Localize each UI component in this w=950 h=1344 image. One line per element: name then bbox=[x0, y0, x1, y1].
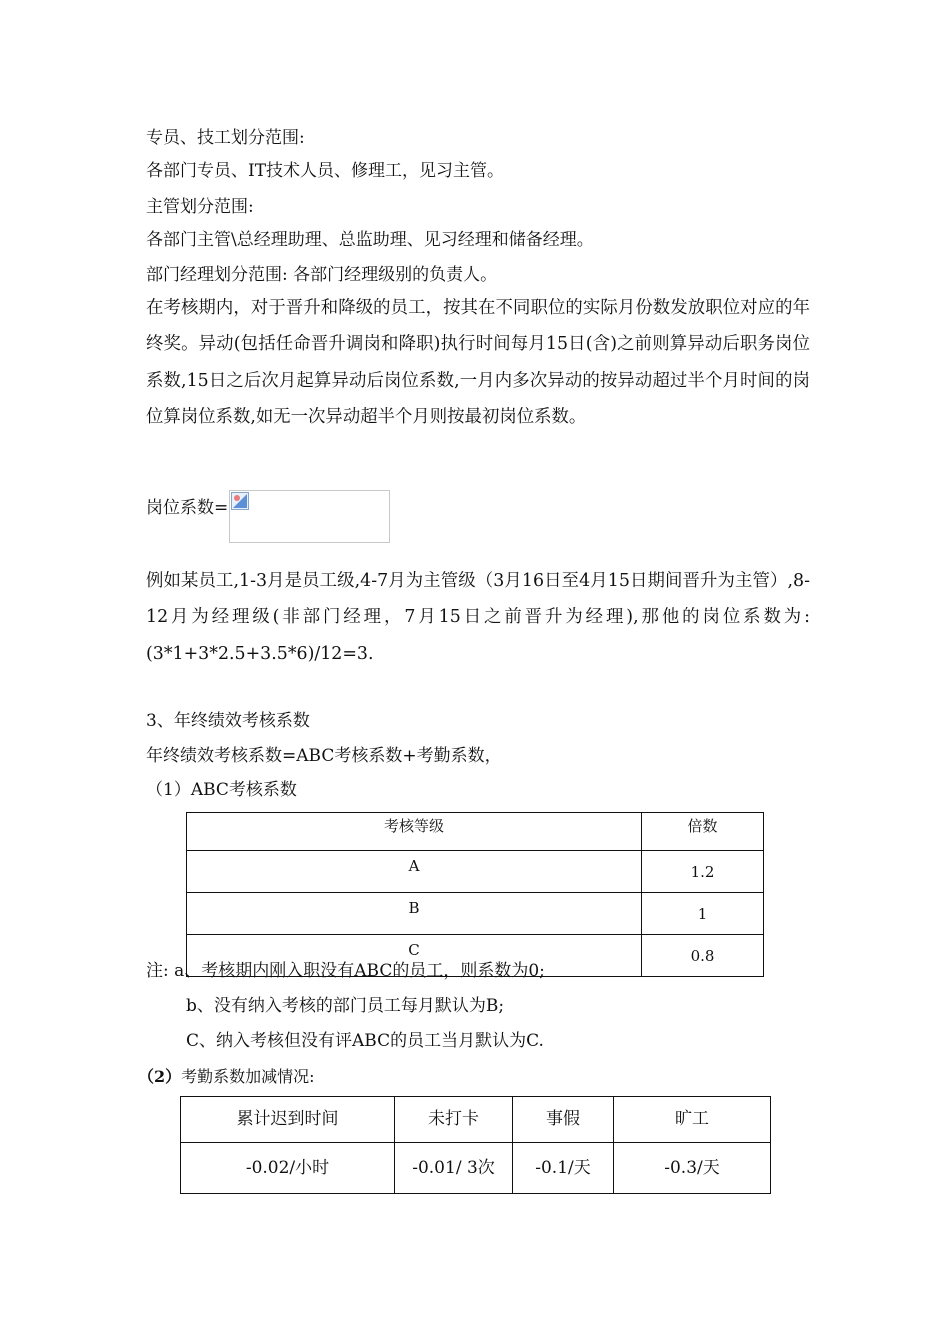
table-cell: -0.01/ 3次 bbox=[395, 1143, 513, 1194]
table-cell: 0.8 bbox=[642, 935, 764, 977]
table-row bbox=[181, 1143, 771, 1194]
text-line: 专员、技工划分范围: bbox=[146, 128, 305, 148]
paragraph-example: 例如某员工,1-3月是员工级,4-7月为主管级（3月16日至4月15日期间晋升为主管）,8-12月为经理级(非部门经理，7月15日之前晋升为经理),那他的岗位系数为:(3*1+3*2.5+3.5*6)/12=3. bbox=[146, 571, 810, 664]
formula-label: 岗位系数= bbox=[146, 498, 229, 518]
table-cell: A bbox=[187, 851, 642, 893]
subheading-number: （2） bbox=[138, 1067, 182, 1086]
note-line: b、没有纳入考核的部门员工每月默认为B; bbox=[186, 996, 505, 1016]
abc-coefficient-table bbox=[186, 812, 764, 977]
formula-image-placeholder bbox=[229, 490, 390, 543]
subheading-abc: （1）ABC考核系数 bbox=[146, 780, 297, 800]
note-line: C、纳入考核但没有评ABC的员工当月默认为C. bbox=[186, 1031, 544, 1051]
table-header-cell: 倍数 bbox=[642, 813, 764, 851]
subheading-text: 考勤系数加减情况: bbox=[181, 1067, 315, 1086]
table-header-cell: 累计迟到时间 bbox=[181, 1097, 395, 1143]
table-header-cell: 事假 bbox=[513, 1097, 614, 1143]
attendance-table bbox=[180, 1096, 771, 1194]
table-cell: -0.02/小时 bbox=[181, 1143, 395, 1194]
table-header-cell: 未打卡 bbox=[395, 1097, 513, 1143]
table-cell: -0.1/天 bbox=[513, 1143, 614, 1194]
table-cell: -0.3/天 bbox=[614, 1143, 771, 1194]
table-header-row bbox=[181, 1097, 771, 1143]
table-cell: C bbox=[187, 935, 642, 977]
table-header-row bbox=[187, 813, 764, 851]
table-header-cell: 考核等级 bbox=[187, 813, 642, 851]
text-line: 主管划分范围: bbox=[146, 197, 254, 217]
formula-line: 年终绩效考核系数=ABC考核系数+考勤系数， bbox=[146, 746, 502, 766]
subheading-attendance bbox=[138, 1066, 315, 1088]
broken-image-icon bbox=[231, 492, 249, 510]
text-line: 各部门主管\总经理助理、总监助理、见习经理和储备经理。 bbox=[146, 230, 594, 250]
section-heading: 3、年终绩效考核系数 bbox=[146, 711, 310, 731]
table-row bbox=[187, 851, 764, 893]
table-cell: 1.2 bbox=[642, 851, 764, 893]
table-cell: B bbox=[187, 893, 642, 935]
text-line: 部门经理划分范围: 各部门经理级别的负责人。 bbox=[146, 265, 498, 285]
table-row bbox=[187, 893, 764, 935]
text-line: 各部门专员、IT技术人员、修理工，见习主管。 bbox=[146, 161, 505, 181]
note-line: 注: a、考核期内刚入职没有ABC的员工，则系数为0; bbox=[146, 961, 545, 981]
table-header-cell: 旷工 bbox=[614, 1097, 771, 1143]
paragraph-promotion-rule: 在考核期内，对于晋升和降级的员工，按其在不同职位的实际月份数发放职位对应的年终奖。异动(包括任命晋升调岗和降职)执行时间每月15日(含)之前则算异动后职务岗位系数,15日之后次月起算异动后岗位系数,一月内多次异动的按异动超过半个月时间的岗位算岗位系数,如无一次异动超半个月则按最初岗位系数。 bbox=[146, 298, 810, 428]
table-cell: 1 bbox=[642, 893, 764, 935]
